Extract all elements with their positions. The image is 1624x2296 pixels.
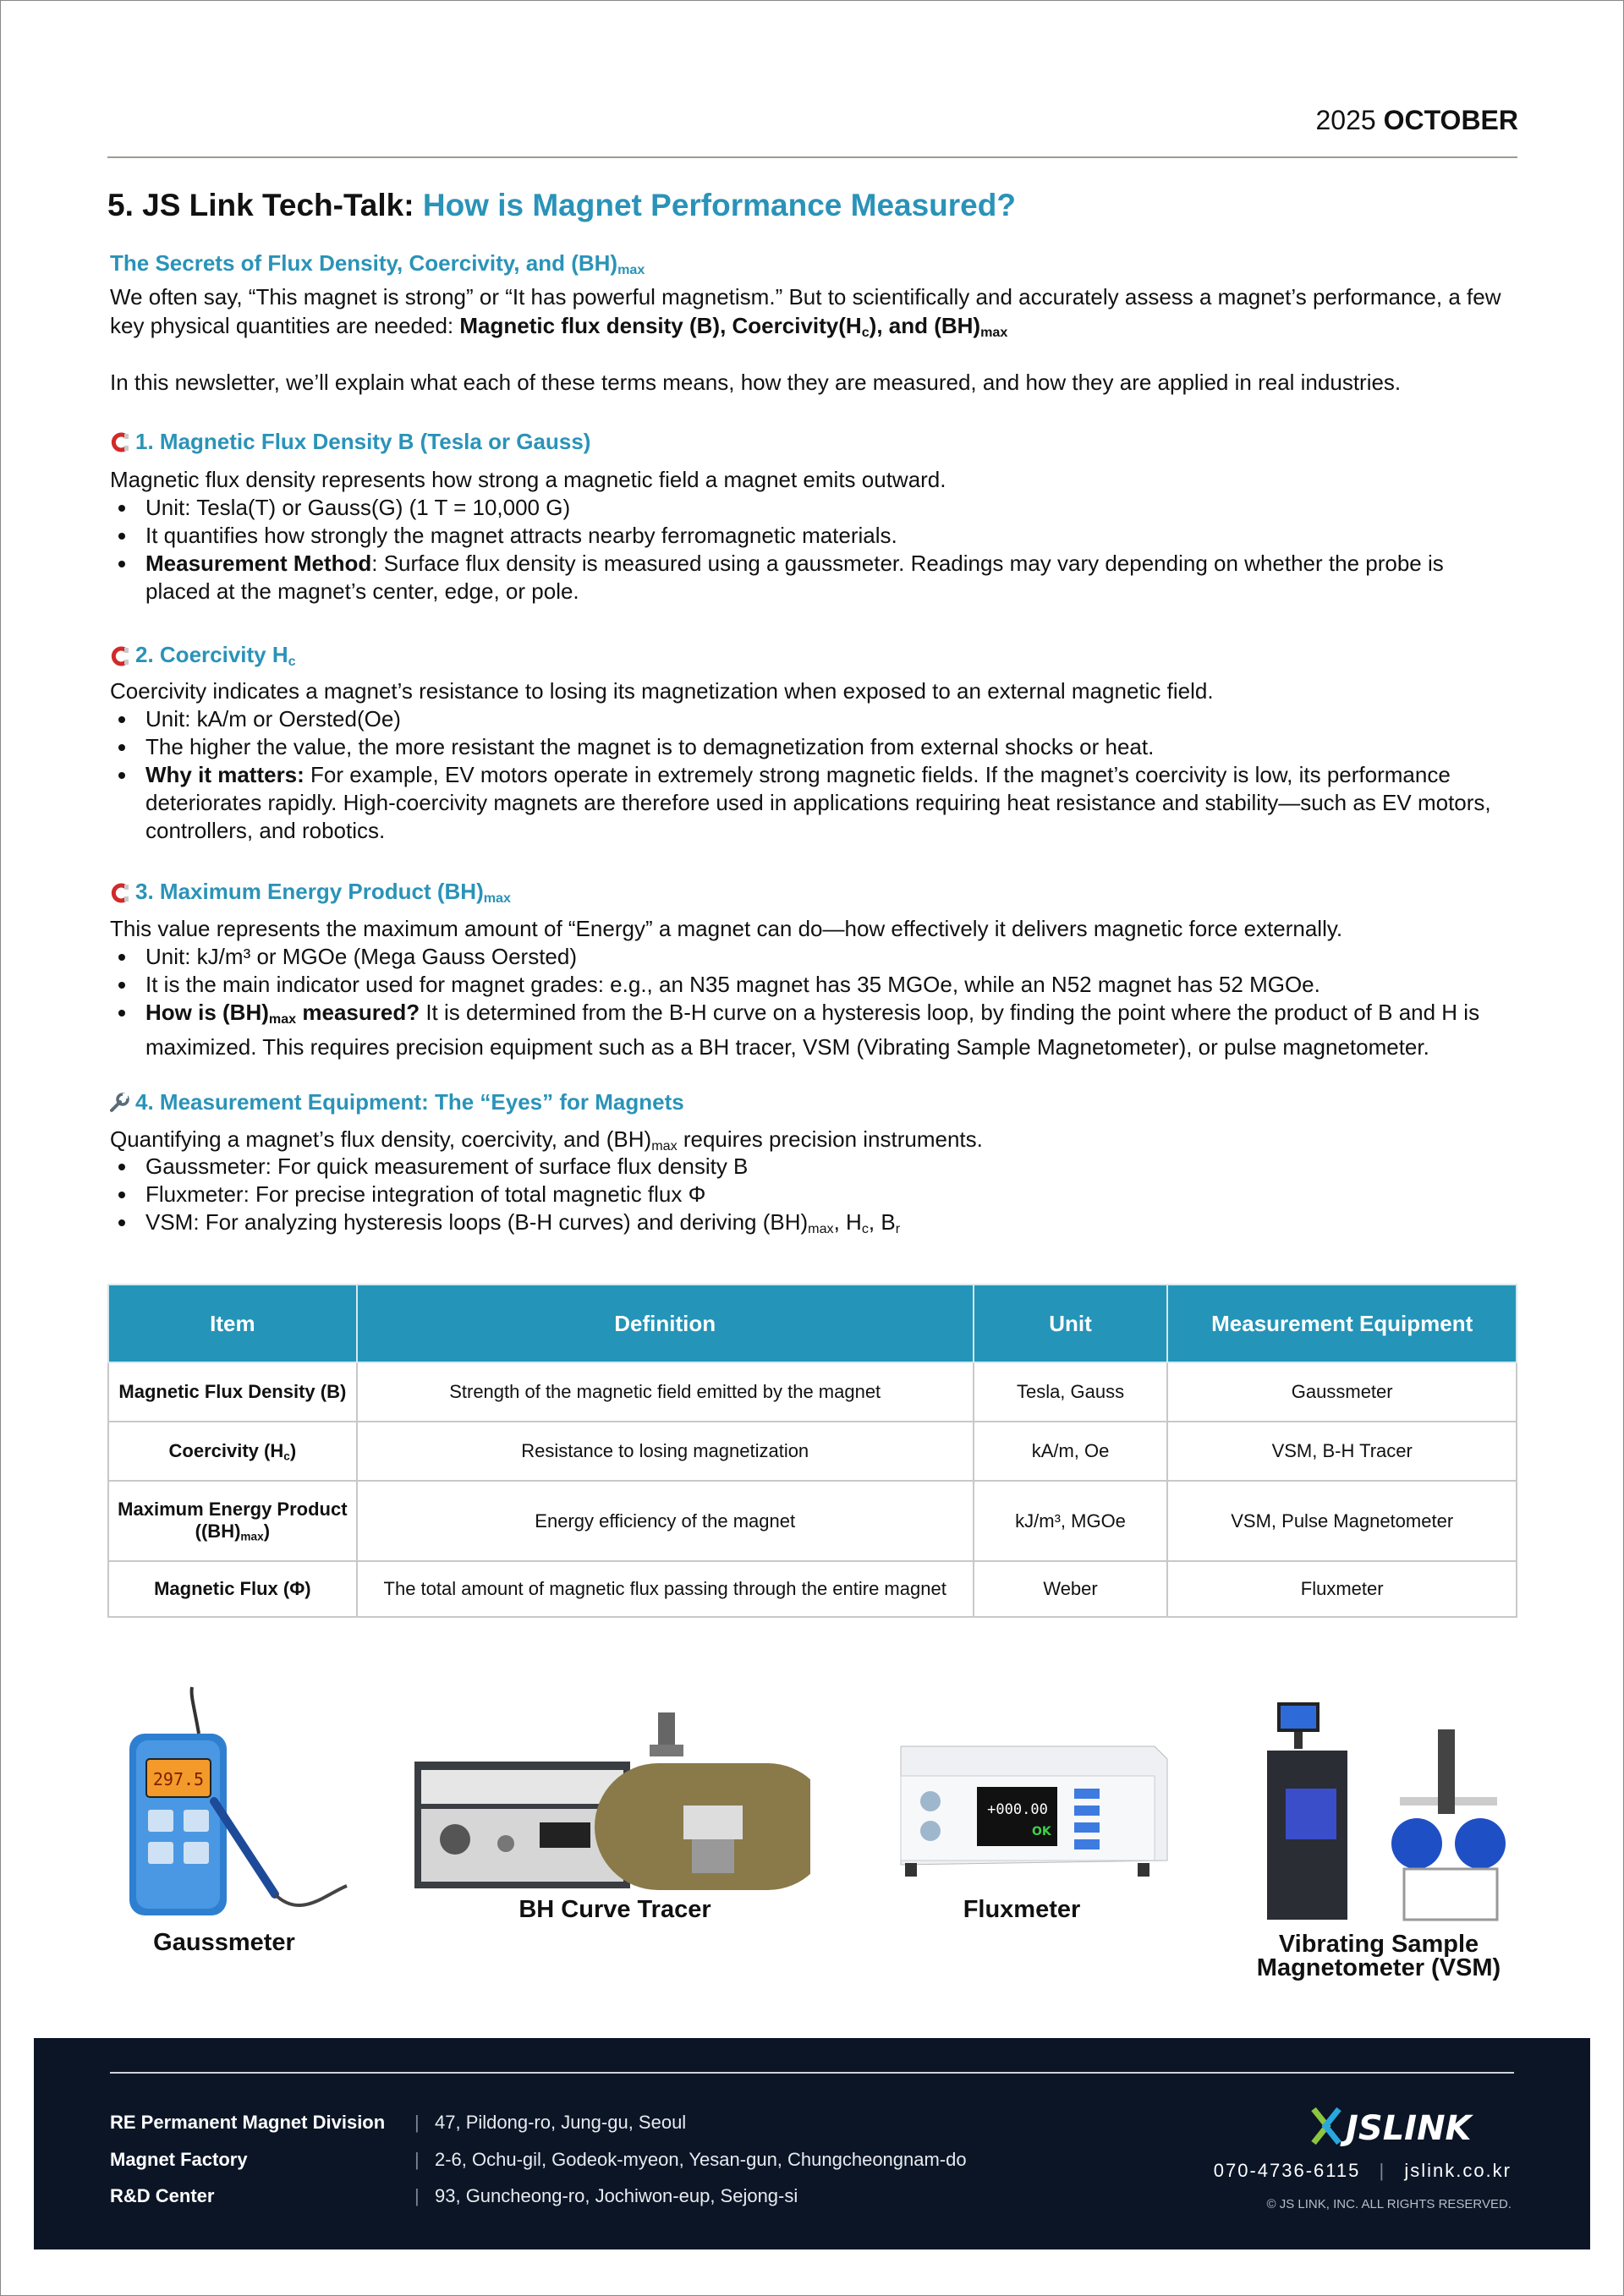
- issue-date: 2025 OCTOBER: [1315, 105, 1518, 135]
- table-cell: Energy efficiency of the magnet: [357, 1481, 974, 1561]
- section-3-heading: 3. Maximum Energy Product $(BH)_{max}$: [108, 879, 511, 907]
- table-row: [108, 1362, 1517, 1422]
- flux-readout: +000.00: [987, 1801, 1048, 1818]
- magnet-icon: [108, 431, 130, 453]
- table-cell: Fluxmeter: [1167, 1561, 1517, 1617]
- website-link[interactable]: jslink.co.kr: [1404, 2160, 1512, 2181]
- table-cell: Maximum Energy Product $((BH)_{max})$: [108, 1481, 357, 1561]
- contact-line: 070-4736-6115 | jslink.co.kr: [1213, 2160, 1512, 2181]
- table-cell: Coercivity $(H_c)$: [108, 1422, 357, 1481]
- list-item: Gaussmeter: For quick measurement of surface flux density B: [110, 1153, 1514, 1181]
- list-item: The higher the value, the more resistant the magnet is to demagnetization from external shocks or heat.: [110, 733, 1514, 761]
- footer-address-row: Magnet Factory | 2-6, Ochu-gil, Godeok-myeon, Yesan-gun, Chungcheongnam-do: [110, 2149, 967, 2170]
- gaussmeter-image: [114, 1683, 351, 1924]
- table-header: Item: [108, 1285, 357, 1362]
- list-item: How is $(BH)_{max}$ measured? It is determined from the B-H curve on a hysteresis loop, by finding the point where the product of B and H is maximized. This requires precision equipment such as a BH tracer, VSM (Vibrating Sample Magnetometer), or pulse magnetometer.: [110, 999, 1514, 1061]
- section-1-heading: 1. Magnetic Flux Density B (Tesla or Gauss): [108, 429, 590, 455]
- table-header: Definition: [357, 1285, 974, 1362]
- header-divider: [107, 156, 1517, 158]
- list-item: Unit: kJ/m³ or MGOe (Mega Gauss Oersted): [110, 943, 1514, 971]
- table-cell: Magnetic Flux (Φ): [108, 1561, 357, 1617]
- footer-address-row: R&D Center | 93, Guncheong-ro, Jochiwon-eup, Sejong-si: [110, 2185, 798, 2206]
- table-header: Measurement Equipment: [1167, 1285, 1517, 1362]
- section-3-description: This value represents the maximum amount of “Energy” a magnet can do—how effectively it delivers magnetic force externally.: [110, 916, 1343, 941]
- table-cell: Gaussmeter: [1167, 1362, 1517, 1422]
- section-4-description: Quantifying a magnet’s flux density, coercivity, and $(BH)_{max}$ requires precision instruments.: [110, 1126, 983, 1154]
- bh-tracer-caption: BH Curve Tracer: [518, 1896, 711, 1923]
- intro-paragraph: We often say, “This magnet is strong” or “It has powerful magnetism.” But to scientifically and accurately assess a magnet’s performance, a few key physical quantities are needed: Magnetic flux density (B), $Coercivity(H_c)$, and $(BH)_{max}$: [110, 284, 1501, 341]
- table-row: [108, 1481, 1517, 1561]
- table-cell: The total amount of magnetic flux passing through the entire magnet: [357, 1561, 974, 1617]
- phone-number: 070-4736-6115: [1213, 2160, 1361, 2181]
- table-row: [108, 1561, 1517, 1617]
- copyright: © JS LINK, INC. ALL RIGHTS RESERVED.: [1266, 2197, 1512, 2211]
- list-item: Unit: Tesla(T) or Gauss(G) (1 T = 10,000 G): [110, 494, 1514, 522]
- footer-address-row: RE Permanent Magnet Division | 47, Pildong-ro, Jung-gu, Seoul: [110, 2112, 687, 2133]
- table-cell: Strength of the magnetic field emitted by the magnet: [357, 1362, 974, 1422]
- intro-paragraph-2: In this newsletter, we’ll explain what each of these terms means, how they are measured, and how they are applied in real industries.: [110, 370, 1402, 395]
- list-item: Measurement Method: Surface flux density is measured using a gaussmeter. Readings may vary depending on whether the probe is placed at the magnet’s center, edge, or pole.: [110, 550, 1514, 606]
- measurement-table: [107, 1284, 1517, 1618]
- logo-wordmark: JSLINK: [1346, 2109, 1472, 2146]
- fluxmeter-image: [884, 1738, 1171, 1877]
- section-4-heading: 4. Measurement Equipment: The “Eyes” for Magnets: [108, 1089, 684, 1115]
- table-cell: Resistance to losing magnetization: [357, 1422, 974, 1481]
- table-cell: VSM, Pulse Magnetometer: [1167, 1481, 1517, 1561]
- table-cell: kA/m, Oe: [974, 1422, 1168, 1481]
- magnet-icon: [108, 882, 130, 904]
- flux-ok-indicator: OK: [1032, 1825, 1051, 1838]
- jslink-logo: [1310, 2106, 1513, 2146]
- table-cell: VSM, B-H Tracer: [1167, 1422, 1517, 1481]
- fluxmeter-caption: Fluxmeter: [963, 1896, 1081, 1923]
- list-item: It is the main indicator used for magnet grades: e.g., an N35 magnet has 35 MGOe, while an N52 magnet has 52 MGOe.: [110, 971, 1514, 999]
- section-2-description: Coercivity indicates a magnet’s resistance to losing its magnetization when exposed to an external magnetic field.: [110, 678, 1214, 704]
- section-4-list: [110, 1153, 1514, 1243]
- list-item: Unit: kA/m or Oersted(Oe): [110, 705, 1514, 733]
- table-cell: Weber: [974, 1561, 1168, 1617]
- gaussmeter-caption: Gaussmeter: [153, 1929, 295, 1956]
- intro-heading: The Secrets of Flux Density, Coercivity, and $(BH)_{max}$: [110, 250, 645, 278]
- table-header: Unit: [974, 1285, 1168, 1362]
- list-item: It quantifies how strongly the magnet attracts nearby ferromagnetic materials.: [110, 522, 1514, 550]
- table-row: [108, 1422, 1517, 1481]
- section-2-heading: 2. Coercivity $H_c$: [108, 642, 296, 670]
- table-cell: Tesla, Gauss: [974, 1362, 1168, 1422]
- vsm-caption: Vibrating Sample Magnetometer (VSM): [1256, 1931, 1501, 1981]
- table-header-row: [108, 1285, 1517, 1362]
- footer-divider: [110, 2072, 1514, 2074]
- list-item: VSM: For analyzing hysteresis loops (B-H curves) and deriving $(BH)_{max}$, $H_c$, $B_r$: [110, 1208, 1514, 1243]
- section-1-description: Magnetic flux density represents how strong a magnetic field a magnet emits outward.: [110, 467, 946, 492]
- list-item: Fluxmeter: For precise integration of total magnetic flux Φ: [110, 1181, 1514, 1208]
- section-2-list: [110, 705, 1514, 845]
- table-cell: Magnetic Flux Density (B): [108, 1362, 357, 1422]
- list-item: Why it matters: For example, EV motors operate in extremely strong magnetic fields. If the magnet’s coercivity is low, its performance deteriorates rapidly. High-coercivity magnets are therefore used in applications requiring heat resistance and stability—such as EV motors, controllers, and robotics.: [110, 761, 1514, 845]
- section-3-list: [110, 943, 1514, 1061]
- section-1-list: [110, 494, 1514, 606]
- wrench-icon: [108, 1092, 130, 1114]
- page-title: 5. JS Link Tech-Talk: How is Magnet Performance Measured?: [107, 188, 1016, 222]
- magnet-icon: [108, 645, 130, 667]
- table-cell: kJ/m³, MGOe: [974, 1481, 1168, 1561]
- gauss-readout: 297.5: [152, 1769, 205, 1789]
- bh-curve-tracer-image: [413, 1704, 810, 1899]
- vsm-image: [1260, 1696, 1514, 1924]
